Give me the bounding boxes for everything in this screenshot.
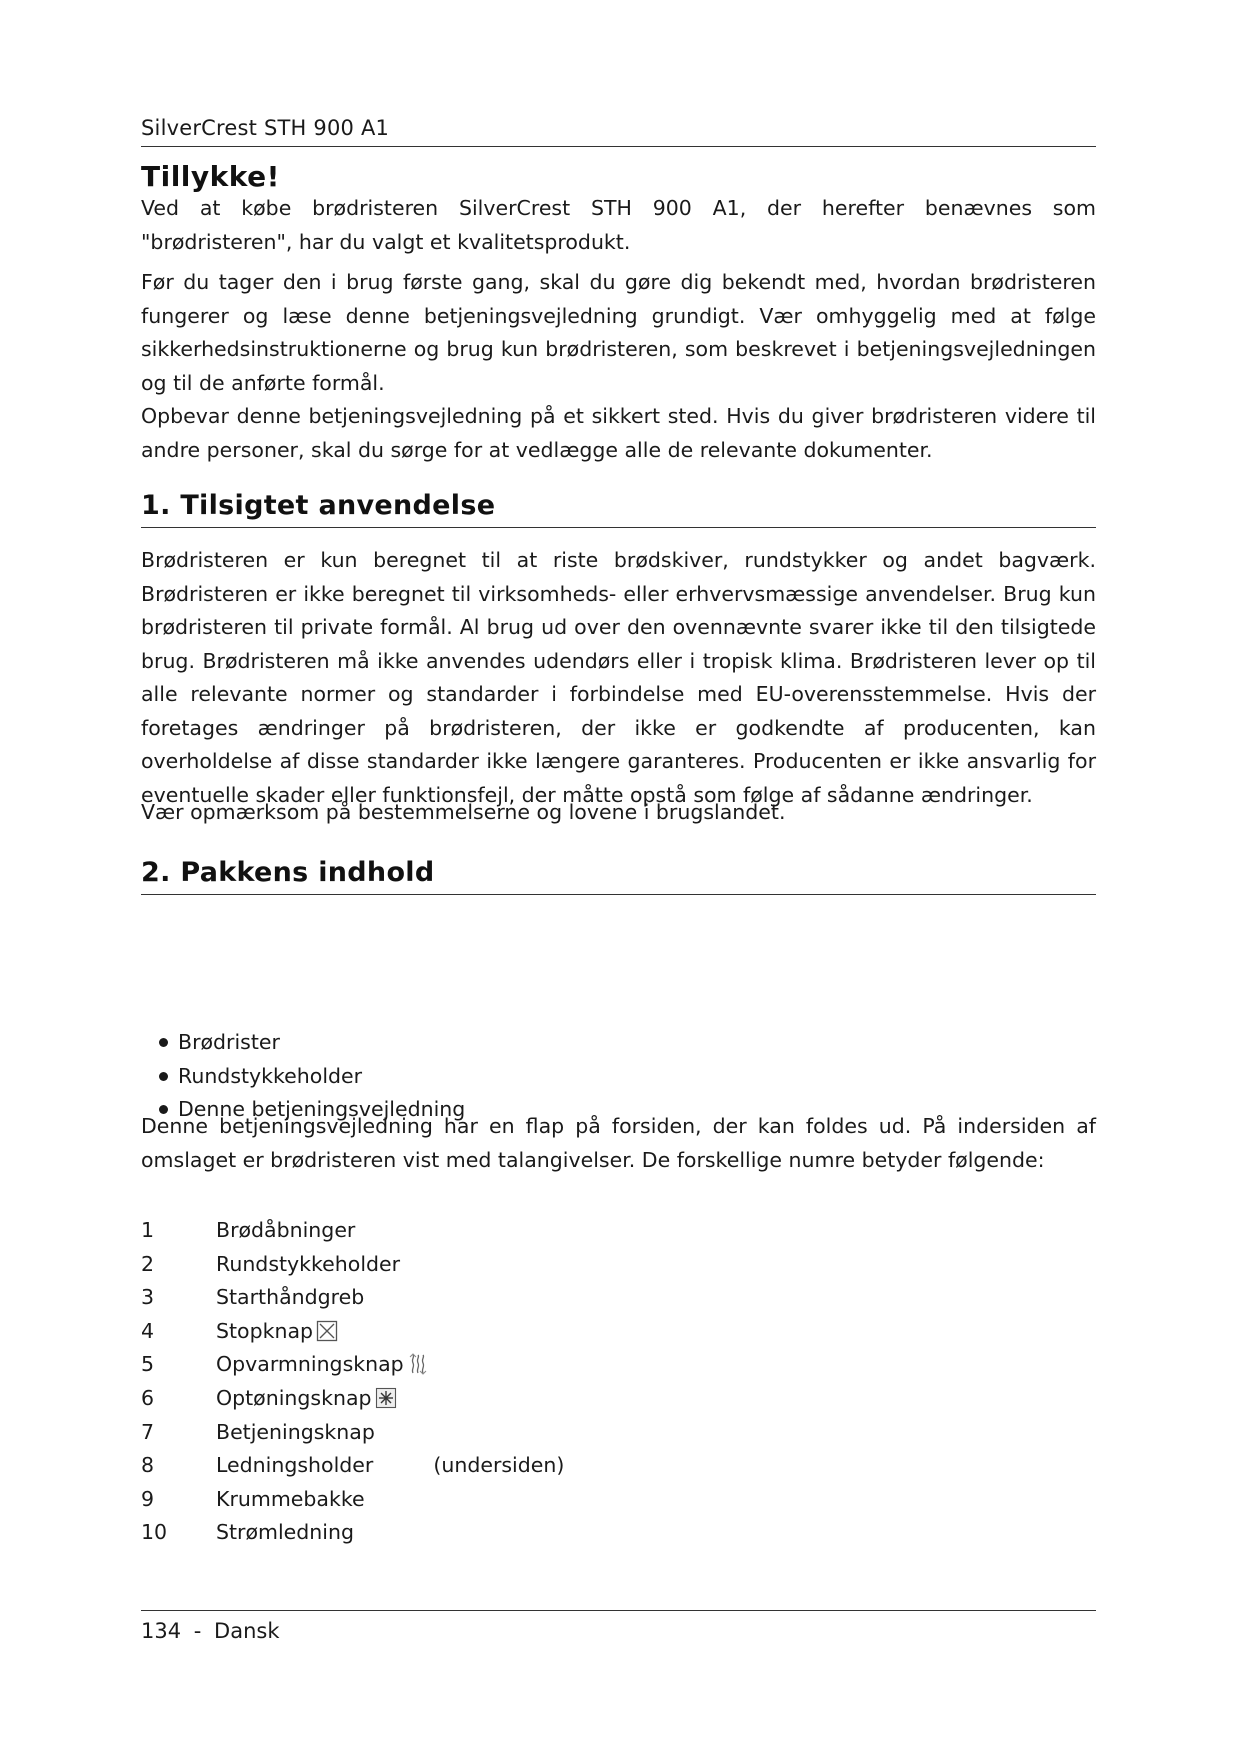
running-header: SilverCrest STH 900 A1 (141, 116, 1096, 147)
part-label: Betjeningsknap (216, 1419, 375, 1444)
parts-row (141, 1382, 564, 1416)
parts-row (141, 1348, 564, 1382)
bullet-icon (159, 1072, 168, 1081)
part-number: 1 (141, 1218, 155, 1242)
parts-row (141, 1248, 564, 1282)
part-number: 9 (141, 1486, 155, 1511)
part-number: 10 (141, 1520, 168, 1545)
part-label: Ledningsholder (216, 1453, 374, 1478)
section1-paragraph-2: Vær opmærksom på bestemmelserne og lovene i brugslandet. (141, 800, 786, 824)
part-number: 8 (141, 1453, 155, 1478)
part-label: Optøningsknap (216, 1385, 372, 1410)
intro-paragraph-2: Før du tager den i brug første gang, skal du gøre dig bekendt med, hvordan brødristeren fungerer og læse denne betjeningsvejledning grundigt. Vær omhyggelig med at følge sikkerhedsinstruktionerne og brug kun brødristeren, som beskrevet i betjeningsvejledningen og til de anførte formål. (141, 270, 1096, 395)
parts-row (141, 1281, 564, 1315)
list-item (159, 1026, 465, 1060)
reheat-icon (407, 1353, 429, 1373)
intro-paragraph-1: Ved at købe brødristeren SilverCrest STH 900 A1, der herefter benævnes som "brødristeren", har du valgt et kvalitetsprodukt. (141, 196, 1096, 254)
section2-title: 2. Pakkens indhold (141, 857, 1096, 895)
intro-title: Tillykke! (141, 160, 280, 193)
section1-title: 1. Tilsigtet anvendelse (141, 490, 1096, 528)
footer-separator: - (193, 1619, 202, 1643)
list-item (159, 1060, 465, 1094)
section2-paragraph: Denne betjeningsvejledning har en flap på forsiden, der kan foldes ud. På indersiden af omslaget er brødristeren vist med talangivelser. De forskellige numre betyder følgende: (141, 1114, 1096, 1172)
part-number: 3 (141, 1285, 155, 1310)
page-number: 134 (141, 1619, 182, 1643)
list-item-label: Denne betjeningsvejledning (178, 1097, 466, 1122)
intro-paragraph-3: Opbevar denne betjeningsvejledning på et sikkert sted. Hvis du giver brødristeren videre til andre personer, skal du sørge for at vedlægge alle de relevante dokumenter. (141, 404, 1096, 462)
stop-icon (316, 1320, 338, 1340)
parts-row (141, 1516, 564, 1550)
list-item-label: Rundstykkeholder (178, 1063, 363, 1088)
part-label: Stopknap (216, 1318, 314, 1343)
parts-row (141, 1449, 564, 1483)
part-label: Opvarmningsknap (216, 1352, 404, 1377)
part-label: Krummebakke (216, 1486, 365, 1511)
part-number: 5 (141, 1352, 155, 1377)
part-number: 7 (141, 1419, 155, 1444)
part-label: Brødåbninger (216, 1218, 356, 1242)
parts-row (141, 1214, 564, 1248)
bullet-icon (159, 1038, 168, 1047)
list-item-label: Brødrister (178, 1030, 280, 1054)
part-label: Starthåndgreb (216, 1285, 365, 1310)
part-label: Strømledning (216, 1520, 355, 1545)
page-footer (141, 1610, 1096, 1643)
part-number: 4 (141, 1318, 155, 1343)
footer-language: Dansk (214, 1619, 280, 1643)
part-label: Rundstykkeholder (216, 1251, 401, 1276)
part-number: 6 (141, 1385, 155, 1410)
parts-row (141, 1483, 564, 1517)
parts-row (141, 1416, 564, 1450)
section1-paragraph-1: Brødristeren er kun beregnet til at riste brødskiver, rundstykker og andet bagværk. Brødristeren er ikke beregnet til virksomheds- eller erhvervsmæssige anvendelser. Brug kun brødristeren til private formål. Al brug ud over den ovennævnte svarer ikke til den tilsigtede brug. Brødristeren må ikke anvendes udendørs eller i tropisk klima. Brødristeren lever op til alle relevante normer og standarder i forbindelse med EU-overensstemmelse. Hvis der foretages ændringer på brødristeren, der ikke er godkendte af producenten, kan overholdelse af disse standarder ikke længere garanteres. Producenten er ikke ansvarlig for eventuelle skader eller funktionsfejl, der måtte opstå som følge af sådanne ændringer. (141, 548, 1096, 807)
part-note: (undersiden) (433, 1453, 565, 1478)
parts-row (141, 1315, 564, 1349)
parts-list (141, 1214, 564, 1550)
defrost-icon (375, 1387, 397, 1407)
part-number: 2 (141, 1251, 155, 1276)
